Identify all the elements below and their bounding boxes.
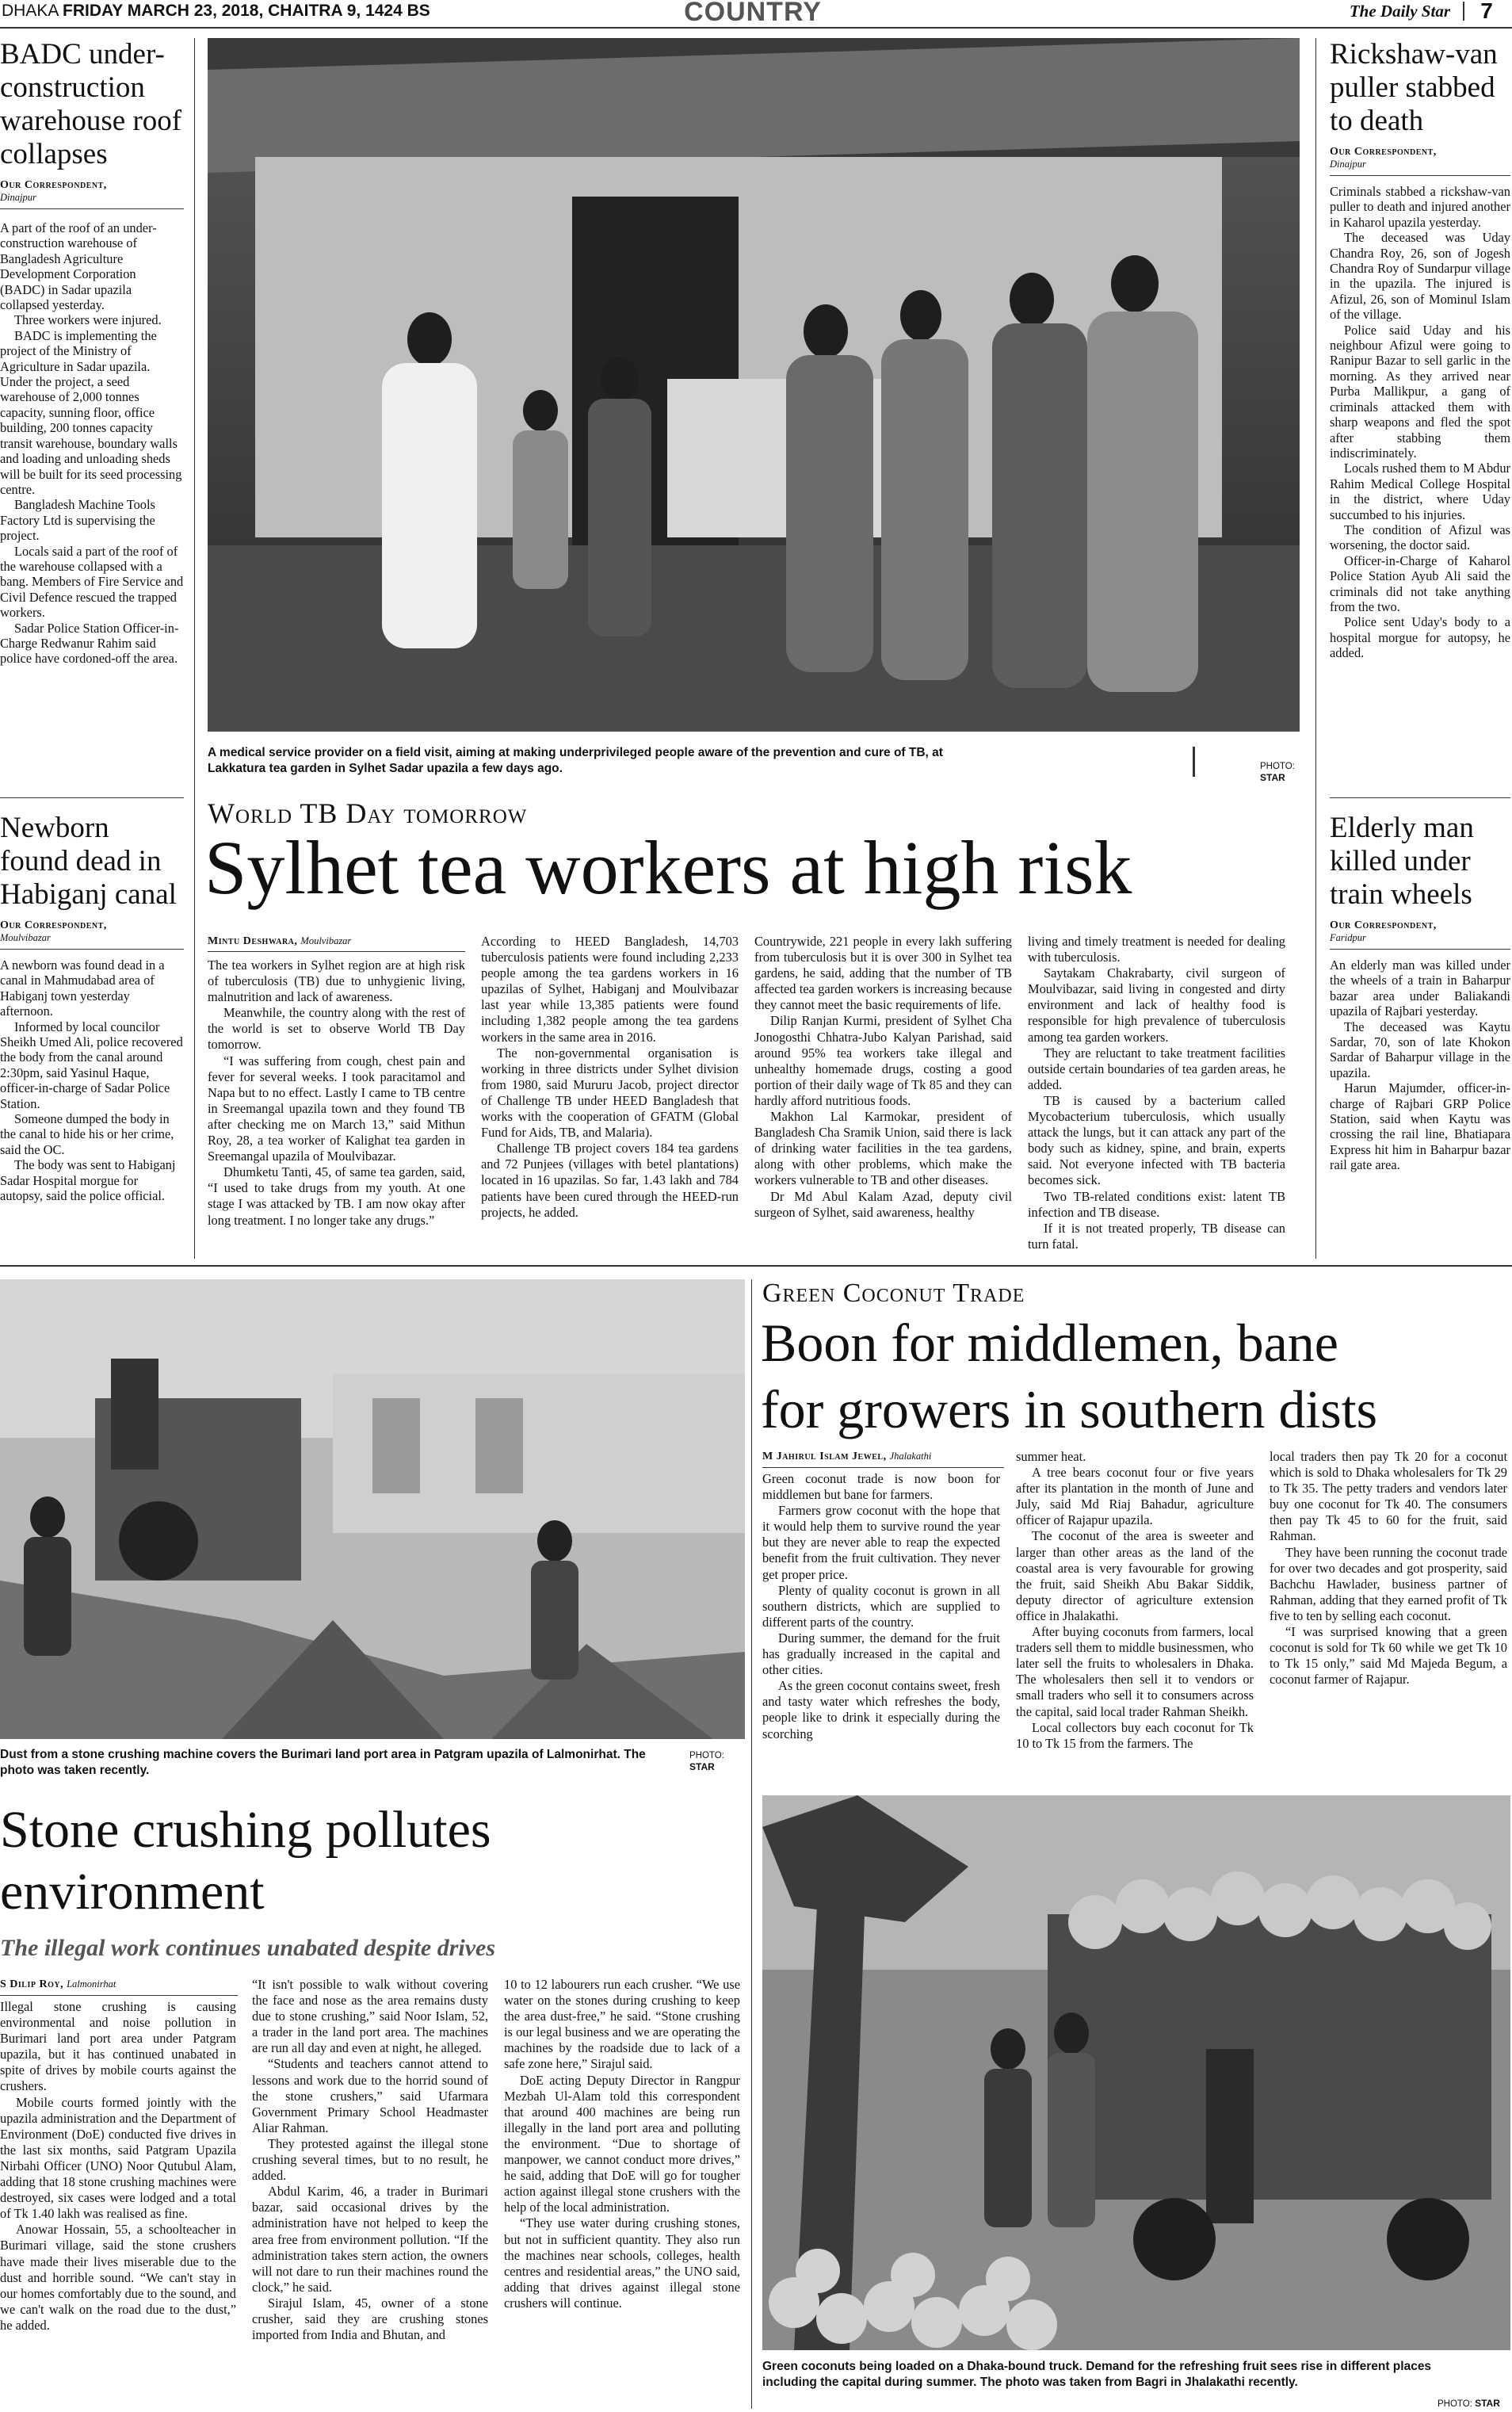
paragraph: According to HEED Bangladesh, 14,703 tuberculosis patients were found including 2,233 people among the tea gardens workers in 16 upazilas of Sylhet, Habiganj and Moulvibazar last year while 13,385 patients were found including 1,382 people among the tea gardens workers in the same area in 2016. (481, 934, 739, 1045)
tb-headline: Sylhet tea workers at high risk (204, 825, 1132, 910)
headline-line-2: for growers in southern dists (761, 1379, 1378, 1439)
article-body (0, 220, 184, 667)
page-number-divider (1463, 2, 1464, 21)
coconut-column-1 (762, 1471, 1000, 1742)
paragraph: They are reluctant to take treatment facilities outside certain boundaries of tea garden areas, he added. (1028, 1045, 1285, 1092)
paragraph: summer heat. (1016, 1449, 1086, 1464)
paragraph: The body was sent to Habiganj Sadar Hospital morgue for autopsy, said the police official. (0, 1157, 176, 1204)
byline: Our Correspondent, (0, 179, 107, 191)
byline-rule (0, 208, 184, 209)
paragraph: local traders then pay Tk 20 for a coconut which is sold to Dhaka wholesalers for Tk 29 to Tk 35. The petty traders and vendors later buy one coconut for Tk 40. The consumers then pay Tk 45 to 60 for the fruit, said Rahman. (1270, 1449, 1507, 1544)
byline-location: Lalmonirhat (67, 1978, 116, 1990)
paragraph: Meanwhile, the country along with the rest of the world is set to observe World TB Day tomorrow. (208, 1005, 465, 1053)
headline: Newborn found dead in Habiganj canal (0, 812, 177, 911)
stone-subhead: The illegal work continues unabated despite drives (0, 1935, 496, 1961)
paragraph: The deceased was Kaytu Sardar, 70, son of late Khokon Sardar of Baharpur village in the upazila. (1330, 1019, 1510, 1080)
stone-column-1 (0, 1999, 236, 2334)
masthead (0, 0, 1512, 27)
paragraph: Local collectors buy each coconut for Tk 10 to Tk 15 from the farmers. The (1016, 1719, 1254, 1751)
paragraph: Sadar Police Station Officer-in-Charge Redwanur Rahim said police have cordoned-off the area. (0, 620, 179, 667)
byline-location: Moulvibazar (300, 935, 352, 946)
headline: BADC under-construction warehouse roof collapses (0, 38, 182, 170)
page-number: 7 (1480, 0, 1493, 23)
tb-photo-image (208, 38, 1300, 732)
paragraph: A newborn was found dead in a canal in Mahmudabad area of Habiganj town yesterday afternoon. (0, 958, 165, 1019)
byline-block (1330, 919, 1510, 944)
paragraph: Police sent Uday's body to a hospital morgue for autopsy, he added. (1330, 614, 1510, 661)
paragraph: TB is caused by a bacterium called Mycobacterium tuberculosis, which usually attack the lungs, but it can attack any part of the body such as kidney, spine, and brain, experts said. Not everyone infected with TB bacteria becomes sick. (1028, 1092, 1285, 1188)
byline-rule (1330, 949, 1510, 950)
paragraph: The coconut of the area is sweeter and larger than other areas as the land of the coastal area is very favourable for growing the fruit, said Sheikh Abu Bakar Siddik, deputy director of agriculture extension office in Jhalakathi. (1016, 1528, 1254, 1623)
stone-headline: Stone crushing pollutes environment (0, 1801, 491, 1921)
paragraph: Farmers grow coconut with the hope that it would help them to survive round the year but they are never able to reap the expected benefit from the fruit cultivation. They never get proper price. (762, 1503, 1000, 1582)
paragraph: If it is not treated properly, TB disease can turn fatal. (1028, 1220, 1285, 1252)
photo-credit-label: PHOTO: (689, 1751, 724, 1760)
article-body (1330, 184, 1510, 661)
paragraph: Countrywide, 221 people in every lakh suffering from tuberculosis but it is over 300 in Sylhet tea gardens, he said, adding that the number of TB affected tea garden workers is increasing because they cannot meet the basic requirements of life. (754, 934, 1012, 1013)
coconut-photo (762, 1795, 1510, 2350)
paragraph: “I was suffering from cough, chest pain and fever for several weeks. I took paracitamol and Napa but to no effect. Lastly I came to TB centre in Sreemangal upazila town and they found TB after checking me on March 13,” said Mithun Roy, 28, a tea worker of Kalighat tea garden in Sreemangal upazila of Moulvibazar. (208, 1053, 465, 1164)
paragraph: Anowar Hossain, 55, a schoolteacher in Burimari village, said the stone crushers have made their lives miserable due to the dust and horrible sound. “We can't stay in our homes comfortably due to the sound, and we can't walk on the road due to the dust,” he added. (0, 2222, 236, 2333)
paragraph: DoE acting Deputy Director in Rangpur Mezbah Ul-Alam told this correspondent that around 400 machines are being run illegally in the land port area and polluting the environment. “Due to shortage of manpower, we cannot conduct more drives,” he said, adding that DoE will go for tougher action against illegal stone crushers with the help of the local administration. (504, 2072, 740, 2215)
tb-byline (208, 934, 465, 948)
byline-block (0, 179, 184, 204)
paragraph: A part of the roof of an under-construction warehouse of Bangladesh Agriculture Development Corporation (BADC) in Sadar upazila collapsed yesterday. (0, 220, 157, 313)
paragraph: After buying coconuts from farmers, local traders sell them to middle businessmen, who later sell the fruits to wholesalers in Dhaka. The wholesalers then sell it to vendors or small traders who sell it to consumers across the capital, said local trader Rahman Sheikh. (1016, 1624, 1254, 1719)
coconut-kicker: Green Coconut Trade (762, 1279, 1025, 1308)
tb-kicker: World TB Day tomorrow (208, 797, 528, 829)
paragraph: “I was surprised knowing that a green coconut is sold for Tk 60 while we get Tk 10 to Tk 15 only,” said Md Majeda Begum, a coconut farmer of Rajapur. (1270, 1624, 1507, 1688)
paragraph: “Students and teachers cannot attend to lessons and work due to the horrid sound of the stone crushers,” said Ufarmara Government Primary School Headmaster Aliar Rahman. (252, 2056, 488, 2135)
photo-credit-name: STAR (1475, 2398, 1500, 2409)
paragraph: The non-governmental organisation is working in three districts under Sylhet division from 1980, said Mururu Jacob, project director of Challenge TB under HEED Bangladesh that works with the cooperation of GFATM (Global Fund for Aids, TB, and Malaria). (481, 1045, 739, 1141)
paragraph: Dhumketu Tanti, 45, of same tea garden, said, “I used to take drugs from my youth. At one stage I was attacked by TB. I am now okay after long treatment. I no longer take any drugs.” (208, 1164, 465, 1228)
paragraph: As the green coconut contains sweet, fresh and tasty water which refreshes the body, people like to drink it especially during the scorching (762, 1678, 1000, 1741)
paragraph: Makhon Lal Karmokar, president of Bangladesh Cha Sramik Union, said there is lack of drinking water facilities in the tea gardens, along with other problems, which make the workers vulnerable to TB and other diseases. (754, 1109, 1012, 1188)
paragraph: Plenty of quality coconut is grown in all southern districts, which are supplied to different parts of the country. (762, 1582, 1000, 1630)
tb-photo-caption: A medical service provider on a field visit, aiming at making underprivileged people aware of the prevention and cure of TB, at Lakkatura tea garden in Sylhet Sadar upazila a few days ago. (208, 746, 943, 775)
left-vertical-rule (194, 38, 195, 1259)
coconut-byline-rule (762, 1467, 1004, 1468)
byline: Mintu Deshwara, (208, 935, 298, 947)
paragraph: The deceased was Uday Chandra Roy, 26, son of Jogesh Chandra Roy of Sundarpur village in the upazila. The injured is Afizul, 26, son of Mominul Islam of the village. (1330, 230, 1510, 323)
paragraph: Abdul Karim, 46, a trader in Burimari bazar, said occasional drives by the administration have not helped to keep the area free from environment pollution. “If the administration takes stern action, the owners will not dare to run their machines round the clock,” he said. (252, 2184, 488, 2295)
right-story-rickshaw (1330, 38, 1510, 661)
stone-byline-rule (0, 1995, 238, 1996)
paragraph: Three workers were injured. (14, 312, 162, 328)
coconut-photo-credit (1438, 2398, 1500, 2410)
stone-photo-caption: Dust from a stone crushing machine covers the Burimari land port area in Patgram upazila of Lalmonirhat. The photo was taken recently. (0, 1748, 646, 1777)
paragraph: Bangladesh Machine Tools Factory Ltd is supervising the project. (0, 497, 155, 544)
article-body (1330, 958, 1510, 1173)
paragraph: Green coconut trade is now boon for middlemen but bane for farmers. (762, 1471, 1000, 1503)
paper-name: The Daily Star (1349, 2, 1450, 21)
paragraph: Locals rushed them to M Abdur Rahim Medical College Hospital in the district, where Uday succumbed to his injuries. (1330, 461, 1510, 522)
byline: Our Correspondent, (1330, 919, 1437, 931)
paragraph: Harun Majumder, officer-in-charge of Rajbari GRP Police Station, said when Kaytu was crossing the rail line, Bhatiapara Express hit him in Baharpur bazar rail gate area. (1330, 1080, 1510, 1173)
right-vertical-rule (1315, 38, 1316, 1259)
paragraph: Sirajul Islam, 45, owner of a stone crusher, said they are crushing stones imported from India and Bhutan, and (252, 2295, 488, 2343)
paragraph: Officer-in-Charge of Kaharol Police Station Ayub Ali said the criminals did not take anything from the two. (1330, 552, 1510, 614)
byline: Our Correspondent, (0, 919, 107, 931)
paragraph: 10 to 12 labourers run each crusher. “We use water on the stones during crushing to keep the area dust-free,” he said. “Stone crushing is our legal business and we are operating the machines by the roadside due to lack of a safe zone here,” Sirajul said. (504, 1977, 740, 2072)
paragraph: Police said Uday and his neighbour Afizul were going to Ranipur Bazar to sell garlic in the morning. As they arrived near Purba Mallikpur, a gang of criminals attacked them with sharp weapons and fled the spot after stabbing them indiscriminately. (1330, 322, 1510, 461)
byline-location: Dinajpur (0, 192, 36, 203)
paragraph: Saytakam Chakrabarty, civil surgeon of Moulvibazar, said living in congested and dirty environment and lack of healthy food is responsible for high prevalence of tuberculosis among tea garden workers. (1028, 965, 1285, 1045)
paragraph: Someone dumped the body in the canal to hide his or her crime, said the OC. (0, 1111, 174, 1157)
stone-byline (0, 1977, 238, 1991)
paragraph: Two TB-related conditions exist: latent TB infection and TB disease. (1028, 1188, 1285, 1220)
paragraph: Mobile courts formed jointly with the upazila administration and the Department of Environment (DoE) conducted five drives in the last six months, said Patgram Upazila Nirbahi Officer (UNO) Noor Qutubul Alam, adding that 18 stone crushing machines were destroyed, six cases were lodged and a total of Tk 1.40 lakh was realised as fine. (0, 2094, 236, 2222)
paragraph: “They use water during crushing stones, but not in sufficient quantity. They also run the machines near schools, colleges, health centres and residential areas,” the UNO said, adding that drives against illegal stone crushers will continue. (504, 2215, 740, 2311)
paragraph: “It isn't possible to walk without covering the face and nose as the area remains dusty due to stone crushing,” said Noor Islam, 52, a trader in the land port area. The machines are run all day and even at night, he alleged. (252, 1977, 488, 2056)
byline: M Jahirul Islam Jewel, (762, 1451, 887, 1462)
headline-line-1: Boon for middlemen, bane (761, 1313, 1338, 1373)
paragraph: Dilip Ranjan Kurmi, president of Sylhet Cha Jonogosthi Chhatra-Jubo Kalyan Parishad, said around 95% tea workers take illegal and unhealthy homemade drugs, costing a good portion of their daily wage of Tk 85 and they can hardly afford nutritious foods. (754, 1013, 1012, 1108)
section-title: COUNTRY (684, 0, 822, 27)
byline-location: Jhalakathi (889, 1451, 932, 1462)
photo-credit-name: STAR (689, 1761, 715, 1772)
tb-column-3 (754, 934, 1012, 1221)
paragraph: Illegal stone crushing is causing environmental and noise pollution in Burimari land port area under Patgram upazila, but it has continued unabated in spite of drives by mobile courts against the crushers. (0, 1999, 236, 2094)
byline: Our Correspondent, (1330, 146, 1437, 158)
byline-location: Dinajpur (1330, 159, 1366, 170)
paragraph: Challenge TB project covers 184 tea gardens and 72 Punjees (villages with betel plantations) located in 16 upazilas. So far, 1.43 lakh and 784 patients have been cured through the HEED-run projects, he added. (481, 1141, 739, 1220)
paragraph: They protested against the illegal stone crushing several times, but to no result, he added. (252, 2135, 488, 2184)
right-story-divider (1330, 797, 1510, 798)
tb-photo (208, 38, 1300, 732)
coconut-photo-image (762, 1795, 1510, 2350)
byline-rule (1330, 175, 1510, 176)
article-body (0, 958, 184, 1204)
paragraph: During summer, the demand for the fruit has gradually increased in the capital and other cities. (762, 1630, 1000, 1678)
left-story-badc (0, 38, 184, 667)
paragraph: They have been running the coconut trade for over two decades and got prosperity, said Bachchu Hawlader, business partner of Rahman, adding that they earned profit of Tk five to ten by selling each coconut. (1270, 1544, 1507, 1623)
paragraph: A tree bears coconut four or five years after its plantation in the month of June and July, said Md Riaj Bahadur, agriculture officer of Rajapur upazila. (1016, 1465, 1254, 1528)
dateline (2, 2, 430, 21)
headline: Rickshaw-van puller stabbed to death (1330, 38, 1498, 137)
paragraph: Criminals stabbed a rickshaw-van puller to death and injured another in Kaharol upazila yesterday. (1330, 184, 1510, 230)
byline-block (0, 919, 184, 944)
coconut-column-2 (1016, 1449, 1254, 1752)
coconut-byline (762, 1449, 1004, 1463)
stone-photo-credit (689, 1750, 724, 1773)
paragraph: Locals said a part of the roof of the warehouse collapsed with a bang. Members of Fire Service and Civil Defence rescued the trapped workers. (0, 543, 184, 621)
byline-block (1330, 146, 1510, 170)
tb-photo-credit (1260, 761, 1295, 784)
byline-rule (0, 949, 184, 950)
coconut-column-3 (1270, 1449, 1507, 1688)
stone-photo (0, 1279, 745, 1739)
byline-location: Faridpur (1330, 932, 1366, 943)
headline: Elderly man killed under train wheels (1330, 812, 1474, 911)
left-story-newborn (0, 812, 184, 1204)
paragraph: living and timely treatment is needed for dealing with tuberculosis. (1028, 934, 1285, 965)
paragraph: BADC is implementing the project of the Ministry of Agriculture in Sadar upazila. Under the project, a seed warehouse of 2,000 tonnes capacity, sunning floor, office building, 200 tonnes capacity transit warehouse, boundary walls and loading and unloading sheds will be built for its seed processing centre. (0, 327, 182, 497)
paragraph: Informed by local councilor Sheikh Umed Ali, police recovered the body from the canal around 2:30pm, said Yasinul Haque, officer-in-charge of Sadar Police Station. (0, 1019, 183, 1111)
stone-column-3 (504, 1977, 740, 2311)
masthead-rule (0, 27, 1512, 29)
tb-byline-rule (208, 951, 465, 952)
coconut-headline (761, 1309, 1510, 1443)
left-story-divider (0, 797, 184, 798)
right-story-elderly (1330, 812, 1510, 1173)
tb-column-4 (1028, 934, 1285, 1252)
coconut-photo-caption: Green coconuts being loaded on a Dhaka-bound truck. Demand for the refreshing fruit sees rise in different places including the capital during summer. The photo was taken from Bagri in Jhalakathi recently. (762, 2360, 1432, 2389)
stone-column-2 (252, 1977, 488, 2343)
tb-column-1 (208, 958, 465, 1229)
tb-column-2 (481, 934, 739, 1221)
photo-credit-label: PHOTO: (1260, 762, 1295, 771)
paragraph: Dr Md Abul Kalam Azad, deputy civil surgeon of Sylhet, said awareness, healthy (754, 1188, 1012, 1220)
paragraph: The tea workers in Sylhet region are at high risk of tuberculosis (TB) due to unhygienic living, malnutrition and lack of awareness. (208, 958, 465, 1005)
byline-location: Moulvibazar (0, 932, 51, 943)
section-horizontal-rule (0, 1265, 1512, 1267)
tb-caption-divider (1193, 747, 1195, 777)
stone-photo-image (0, 1279, 745, 1739)
dateline-city: DHAKA (2, 2, 59, 20)
paragraph: An elderly man was killed under the wheels of a train in Baharpur bazar area under Baliakandi upazila of Rajbari yesterday. (1330, 958, 1510, 1019)
photo-credit-name: STAR (1260, 772, 1285, 783)
paragraph: The condition of Afizul was worsening, the doctor said. (1330, 522, 1510, 553)
dateline-date: FRIDAY MARCH 23, 2018, CHAITRA 9, 1424 BS (63, 2, 430, 20)
photo-credit-label: PHOTO: (1438, 2399, 1472, 2409)
bottom-vertical-rule (751, 1279, 752, 2409)
byline: S Dilip Roy, (0, 1978, 64, 1990)
